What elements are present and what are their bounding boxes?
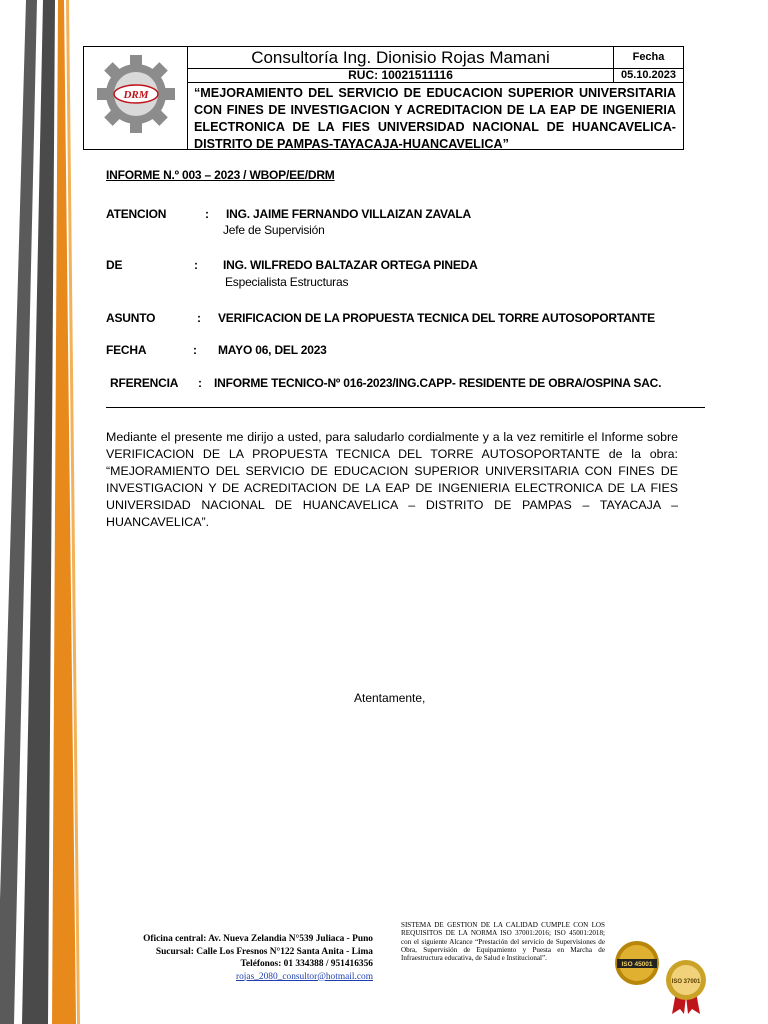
date-value: 05.10.2023 (613, 69, 683, 83)
seal1-text: ISO 45001 (621, 961, 653, 968)
referencia-label: RFERENCIA (110, 376, 179, 390)
fecha-value: MAYO 06, DEL 2023 (218, 343, 327, 357)
de-role: Especialista Estructuras (225, 275, 349, 289)
email-link[interactable]: rojas_2080_consultor@hotmail.com (236, 971, 373, 982)
atencion-colon: : (205, 207, 209, 221)
separator-line (106, 407, 705, 408)
phone-numbers: Teléfonos: 01 334388 / 951416356 (240, 959, 373, 969)
letterhead-table (83, 46, 684, 150)
asunto-label: ASUNTO (106, 311, 156, 325)
company-name: Consultoría Ing. Dionisio Rojas Mamani (188, 47, 613, 69)
quality-statement: SISTEMA DE GESTION DE LA CALIDAD CUMPLE CON LOS REQUISITOS DE LA NORMA ISO 37001:2016; ISO 45001:2018; con el siguiente Alcance “Prestación del servicio de Supervisiones de Obra, Supervisión de Equipamiento y Puesta en Marcha de Infraestructura educativa, de Salud e Institucional”. (401, 921, 605, 963)
report-number: INFORME N.º 003 – 2023 / WBOP/EE/DRM (106, 168, 335, 182)
fecha-label: FECHA (106, 343, 147, 357)
ruc-number: RUC: 10021511116 (188, 69, 613, 83)
logo-text: DRM (123, 89, 149, 101)
de-name: ING. WILFREDO BALTAZAR ORTEGA PINEDA (223, 258, 478, 272)
project-title: “MEJORAMIENTO DEL SERVICIO DE EDUCACION SUPERIOR UNIVERSITARIA CON FINES DE INVESTIGACION Y ACREDITACION DE LA EAP DE INGENIERIA ELECTRONICA DE LA FIES UNIVERSIDAD NACIONAL DE HUANCAVELICA-DISTRITO DE PAMPAS-TAYACAJA-HUANCAVELICA” (194, 86, 676, 151)
asunto-colon: : (197, 311, 201, 325)
atencion-label: ATENCION (106, 207, 167, 221)
footer-contact (110, 933, 373, 983)
office-address: Oficina central: Av. Nueva Zelandia N°539 Juliaca - Puno (143, 934, 373, 944)
iso-37001-seal-icon (664, 958, 708, 1016)
date-label: Fecha (613, 47, 683, 69)
atencion-name: ING. JAIME FERNANDO VILLAIZAN ZAVALA (226, 207, 472, 221)
decorative-side-stripes (0, 0, 90, 1024)
de-label: DE (106, 258, 123, 272)
branch-address: Sucursal: Calle Los Fresnos N°122 Santa Anita - Lima (155, 946, 373, 957)
seal2-text: ISO 37001 (671, 979, 701, 985)
logo-cell (84, 47, 188, 149)
de-colon: : (194, 258, 198, 272)
atencion-role: Jefe de Supervisión (223, 223, 325, 237)
fecha-colon: : (193, 343, 197, 357)
iso-45001-seal-icon (614, 940, 660, 986)
referencia-value: INFORME TECNICO-Nº 016-2023/ING.CAPP- RESIDENTE DE OBRA/OSPINA SAC. (214, 376, 662, 390)
body-paragraph: Mediante el presente me dirijo a usted, para saludarlo cordialmente y a la vez remitirle el Informe sobre VERIFICACION DE LA PROPUESTA TECNICA DEL TORRE AUTOSOPORTANTE de la obra: “MEJORAMIENTO DEL SERVICIO DE EDUCACION SUPERIOR UNIVERSITARIA CON FINES DE INVESTIGACION Y DE ACREDITACION DE LA EAP DE INGENIERIA ELECTRONICA DE LA FIES UNIVERSIDAD NACIONAL DE HUANCAVELICA – DISTRITO DE PAMPAS – TAYACAJA – HUANCAVELICA”. (106, 430, 678, 529)
asunto-value: VERIFICACION DE LA PROPUESTA TECNICA DEL TORRE AUTOSOPORTANTE (218, 311, 655, 325)
referencia-colon: : (198, 376, 202, 390)
closing-text: Atentamente, (354, 691, 426, 705)
drm-gear-logo (84, 47, 188, 149)
